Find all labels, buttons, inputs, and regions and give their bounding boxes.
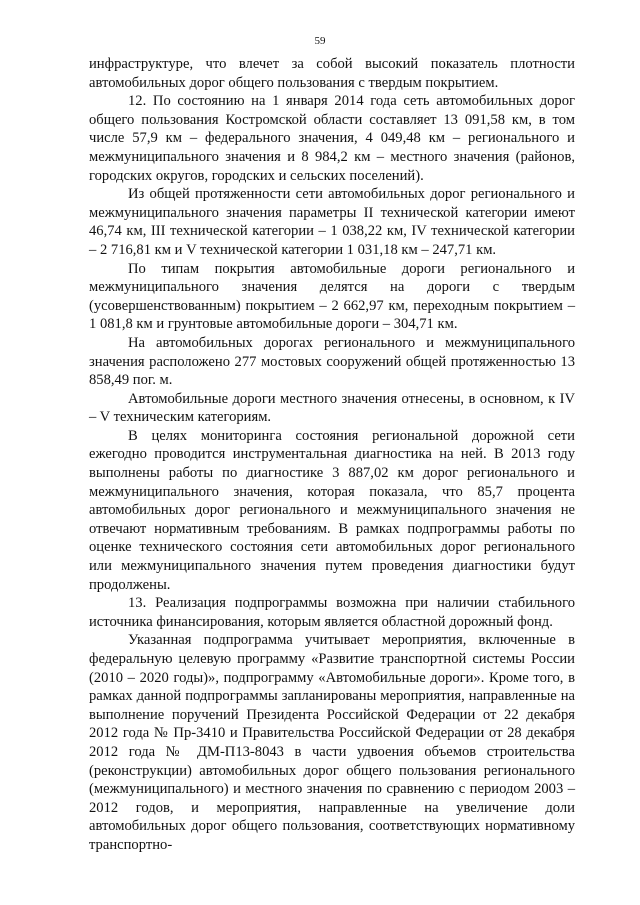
paragraph-diagnostics: В целях мониторинга состояния региональной дорожной сети ежегодно проводится инструментальная диагностика на ней. В 2013 году выполнены работы по диагностике 3 887,02 км дорог регионального и межмуниципального значения, которая показала, что 85,7 процента автомобильных дорог регионального и межмуниципального значения не отвечают нормативным требованиям. В рамках подпрограммы работы по оценке технического состояния сети автомобильных дорог регионального или межмуниципального значения путем проведения диагностики будут продолжены. <box>89 427 575 593</box>
document-body <box>89 55 575 855</box>
paragraph-financing: 13. Реализация подпрограммы возможна при наличии стабильного источника финансирования, которым является областной дорожный фонд. <box>89 595 575 630</box>
paragraph-federal-program: Указанная подпрограмма учитывает мероприятия, включенные в федеральную целевую программу «Развитие транспортной системы России (2010 – 2020 годы)», подпрограмму «Автомобильные дороги». Кроме того, в рамках данной подпрограммы запланированы мероприятия, направленные на выполнение поручений Президента Российской Федерации от 22 декабря 2012 года № Пр-3410 и Правительства Российской Федерации от 28 декабря 2012 года № ДМ-П13-8043 в части удвоения объемов строительства (реконструкции) автомобильных дорог общего пользования регионального (межмуниципального) и местного значения по сравнению с периодом 2003 – 2012 годов, и мероприятия, направленные на увеличение доли автомобильных дорог общего пользования, соответствующих нормативному транспортно- <box>89 632 575 853</box>
page-number: 59 <box>314 35 326 47</box>
paragraph-road-network-length: 12. По состоянию на 1 января 2014 года сеть автомобильных дорог общего пользования Костромской области составляет 13 091,58 км, в том числе 57,9 км – федерального значения, 4 049,48 км – регионального и межмуниципального значения и 8 984,2 км – местного значения (районов, городских округов, городских и сельских поселений). <box>89 93 575 184</box>
paragraph-technical-categories: Из общей протяженности сети автомобильных дорог регионального и межмуниципального значения параметры II технической категории имеют 46,74 км, III технической категории – 1 038,22 км, IV технической категории – 2 716,81 км и V технической категории 1 031,18 км – 247,71 км. <box>89 186 575 258</box>
paragraph-local-roads: Автомобильные дороги местного значения отнесены, в основном, к IV – V техническим категориям. <box>89 390 575 426</box>
paragraph-surface-types: По типам покрытия автомобильные дороги регионального и межмуниципального значения делятся на дороги с твердым (усовершенствованным) покрытием – 2 662,97 км, переходным покрытием – 1 081,8 км и грунтовые автомобильные дороги – 304,71 км. <box>89 260 575 333</box>
paragraph-bridges: На автомобильных дорогах регионального и межмуниципального значения расположено 277 мостовых сооружений общей протяженностью 13 858,49 пог. м. <box>89 334 575 389</box>
paragraph-continuation: инфраструктуре, что влечет за собой высокий показатель плотности автомобильных дорог общего пользования с твердым покрытием. <box>89 56 575 91</box>
